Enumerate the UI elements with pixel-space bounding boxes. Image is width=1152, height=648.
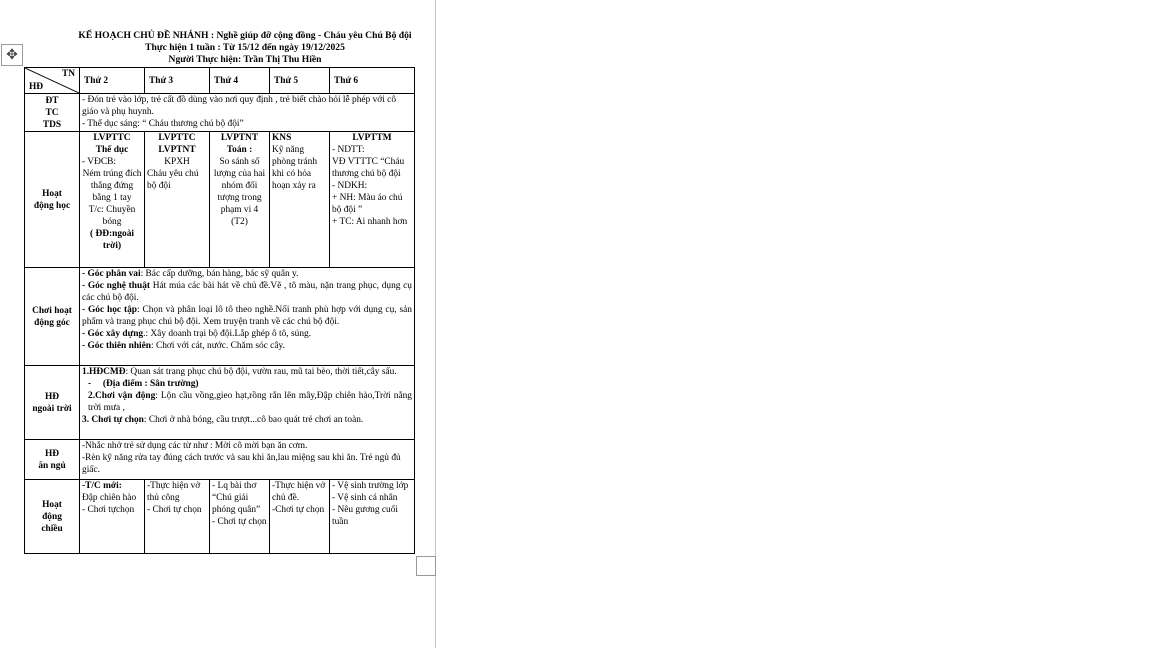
row-label-don-tre: ĐT TC TDS (25, 94, 80, 132)
row-hoat-dong-hoc (25, 132, 415, 268)
chieu-mon-cell: -T/C mới: Đập chiên hào - Chơi tựchọn (80, 480, 145, 554)
goc-nghe-thuat: - Góc nghệ thuật Hát múa các bài hát về chủ đề.Vẽ , tô màu, nặn trang phục, dụng cụ các chú bộ đội. (82, 281, 412, 303)
chieu-thu-cell: -Thực hiện vở chủ đề. -Chơi tự chọn (270, 480, 330, 554)
table-move-handle-icon[interactable]: ✥ (1, 44, 23, 66)
corner-cell (25, 68, 80, 94)
row-an-ngu (25, 440, 415, 480)
row-ngoai-troi (25, 366, 415, 440)
day-header-wed: Thứ 4 (210, 68, 270, 94)
corner-label-hd: HĐ (29, 82, 44, 92)
chieu-tue-cell: -Thực hiện vở thủ công - Chơi tự chọn (145, 480, 210, 554)
row-label-ngoai-troi: HĐ ngoài trời (25, 366, 80, 440)
corner-label-tn: TN (61, 69, 75, 79)
choi-goc-content (80, 268, 415, 366)
goc-hoc-tap: - Góc học tập: Chọn và phân loại lô tô theo nghề.Nối tranh phù hợp với dụng cụ, sản phẩm và trang phục chú bộ đội. Xem truyện tranh về các chú bộ đội. (82, 305, 412, 327)
an-ngu-content: -Nhắc nhở trẻ sử dụng các từ như : Mời cô mời bạn ăn cơm. -Rèn kỹ năng rửa tay đúng cách trước và sau khi ăn,lau miệng sau khi ăn. Trẻ ngủ đủ giấc. (80, 440, 415, 480)
hoc-fri-cell: LVPTTM - NDTT: VĐ VTTTC “Cháu thương chú bộ đội - NDKH: + NH: Màu áo chú bộ đội ” + TC: Ai nhanh hơn (330, 132, 415, 268)
row-label-an-ngu: HĐ ăn ngủ (25, 440, 80, 480)
day-header-fri: Thứ 6 (330, 68, 415, 94)
plan-title: KẾ HOẠCH CHỦ ĐỀ NHÁNH : Nghề giúp đỡ cộng đồng - Cháu yêu Chú Bộ đội (78, 30, 412, 41)
row-choi-goc (25, 268, 415, 366)
goc-thien-nhien: - Góc thiên nhiên: Chơi với cát, nước. Chăm sóc cây. (82, 341, 285, 351)
hoc-thu-cell: KNS Kỹ năng phòng tránh khi có hỏa hoạn xảy ra (270, 132, 330, 268)
hoc-mon-cell: LVPTTC Thể dục - VĐCB: Ném trúng đích thẳng đứng bằng 1 tay T/c: Chuyền bóng ( ĐĐ:ngoài trời) (80, 132, 145, 268)
chieu-wed-cell: - Lq bài thơ “Chú giải phóng quân” - Chơi tự chọn (210, 480, 270, 554)
row-label-choi-goc: Chơi hoạt động góc (25, 268, 80, 366)
day-header-tue: Thứ 3 (145, 68, 210, 94)
table-header-row (25, 68, 415, 94)
chieu-fri-cell: - Vệ sinh trường lớp - Vệ sinh cá nhân - Nêu gương cuối tuần (330, 480, 415, 554)
page-edge (435, 0, 436, 648)
hoc-tue-cell: LVPTTC LVPTNT KPXH Cháu yêu chú bộ đội (145, 132, 210, 268)
hoc-wed-cell: LVPTNT Toán : So sánh số lượng của hai nhóm đối tượng trong phạm vi 4 (T2) (210, 132, 270, 268)
table-resize-handle-icon[interactable] (416, 556, 436, 576)
goc-xay-dung: - Góc xây dựng.: Xây doanh trại bộ đội.Lắp ghép ô tô, súng. (82, 329, 312, 339)
day-header-thu: Thứ 5 (270, 68, 330, 94)
plan-author: Người Thực hiện: Trần Thị Thu Hiền (168, 54, 322, 65)
row-hoat-dong-chieu (25, 480, 415, 554)
row-label-hoat-dong-chieu: Hoạt động chiều (25, 480, 80, 554)
plan-duration: Thực hiện 1 tuần : Từ 15/12 đến ngày 19/12/2025 (145, 42, 345, 53)
don-tre-content: - Đón trẻ vào lớp, trẻ cất đồ dùng vào nơi quy định , trẻ biết chào hỏi lễ phép với cô giáo và phụ huynh. - Thể dục sáng: “ Cháu thương chú bộ đội” (80, 94, 415, 132)
weekly-plan-table (24, 67, 415, 554)
row-label-hoat-dong-hoc: Hoạt động học (25, 132, 80, 268)
goc-phan-vai: - Góc phân vai: Bác cấp dưỡng, bán hàng, bác sỹ quân y. (82, 269, 299, 279)
row-don-tre (25, 94, 415, 132)
day-header-mon: Thứ 2 (80, 68, 145, 94)
ngoai-troi-content: 1.HĐCMĐ: Quan sát trang phục chú bộ đội, vườn rau, mũ tai bèo, thời tiết,cây sấu. - (Địa điểm : Sân trường) 2.Chơi vận động: Lộn cầu vồng,gieo hạt,rồng rắn lên mây,Đập chiên hào,Trời nắng trời mưa , 3. Chơi tự chọn: Chơi ở nhà bóng, cầu trượt...cô bao quát trẻ chơi an toàn. (80, 366, 415, 440)
